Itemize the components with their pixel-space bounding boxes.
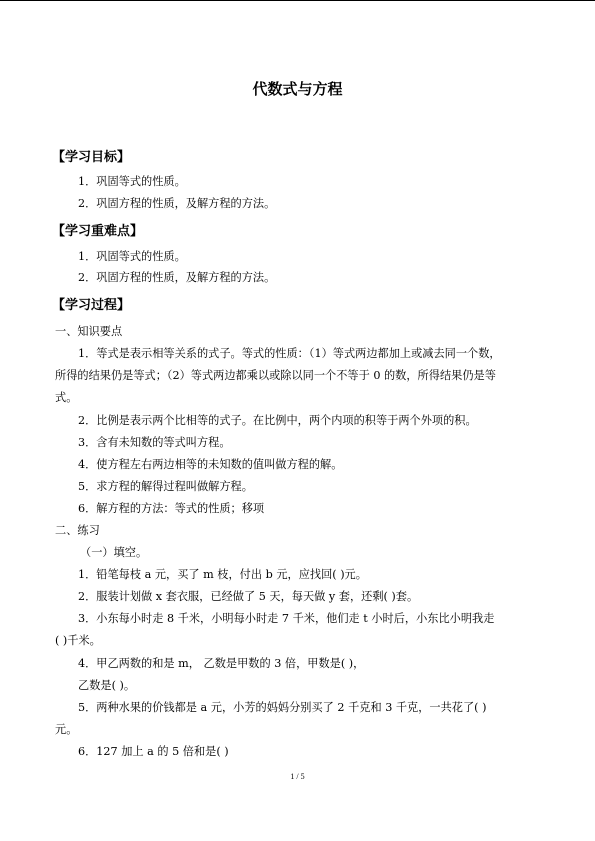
goals-heading: 【学习目标】 [52, 150, 131, 165]
question-2: 2．服装计划做 x 套衣服，已经做了 5 天，每天做 y 套，还剩( )套。 [78, 590, 419, 603]
question-4-line-1: 4．甲乙两数的和是 m， 乙数是甲数的 3 倍，甲数是( )， [78, 657, 365, 670]
question-3-line-1: 3．小东每小时走 8 千米，小明每小时走 7 千米，他们走 t 小时后，小东比小明我走 [78, 612, 495, 625]
knowledge-item-5: 5．求方程的解得过程叫做解方程。 [78, 480, 253, 493]
question-5-line-1: 5．两种水果的价钱都是 a 元，小芳的妈妈分别买了 2 千克和 3 千克，一共花了( ) [78, 701, 487, 714]
page-title: 代数式与方程 [252, 80, 343, 98]
knowledge-item-6: 6．解方程的方法：等式的性质；移项 [78, 502, 265, 515]
knowledge-heading: 一、知识要点 [55, 325, 123, 338]
goal-item-1: 1．巩固等式的性质。 [78, 175, 186, 188]
question-3-line-2: ( )千米。 [55, 634, 101, 647]
practice-heading: 二、练习 [55, 524, 100, 537]
knowledge-item-1-line-3: 式。 [55, 391, 78, 404]
question-6: 6．127 加上 a 的 5 倍和是( ) [78, 745, 229, 758]
key-points-heading: 【学习重难点】 [52, 224, 144, 239]
page-number: 1 / 5 [290, 772, 305, 781]
knowledge-item-4: 4．使方程左右两边相等的未知数的值叫做方程的解。 [78, 458, 343, 471]
knowledge-item-1-line-1: 1．等式是表示相等关系的式子。等式的性质：（1）等式两边都加上或减去同一个数， [78, 347, 501, 360]
practice-subheading: （一）填空。 [80, 546, 148, 559]
knowledge-item-1-line-2: 所得的结果仍是等式；（2）等式两边都乘以或除以同一个不等于 0 的数，所得结果仍是等 [55, 369, 496, 382]
header-rule [0, 0, 595, 1]
process-heading: 【学习过程】 [52, 298, 131, 313]
key-point-item-2: 2．巩固方程的性质，及解方程的方法。 [78, 271, 276, 284]
question-5-line-2: 元。 [55, 723, 78, 736]
key-point-item-1: 1．巩固等式的性质。 [78, 250, 186, 263]
knowledge-item-2: 2．比例是表示两个比相等的式子。在比例中，两个内项的积等于两个外项的积。 [78, 414, 477, 427]
knowledge-item-3: 3．含有未知数的等式叫方程。 [78, 436, 231, 449]
goal-item-2: 2．巩固方程的性质，及解方程的方法。 [78, 197, 276, 210]
question-1: 1．铅笔每枝 a 元，买了 m 枝，付出 b 元，应找回( )元。 [78, 568, 367, 581]
question-4-line-2: 乙数是( )。 [78, 679, 136, 692]
